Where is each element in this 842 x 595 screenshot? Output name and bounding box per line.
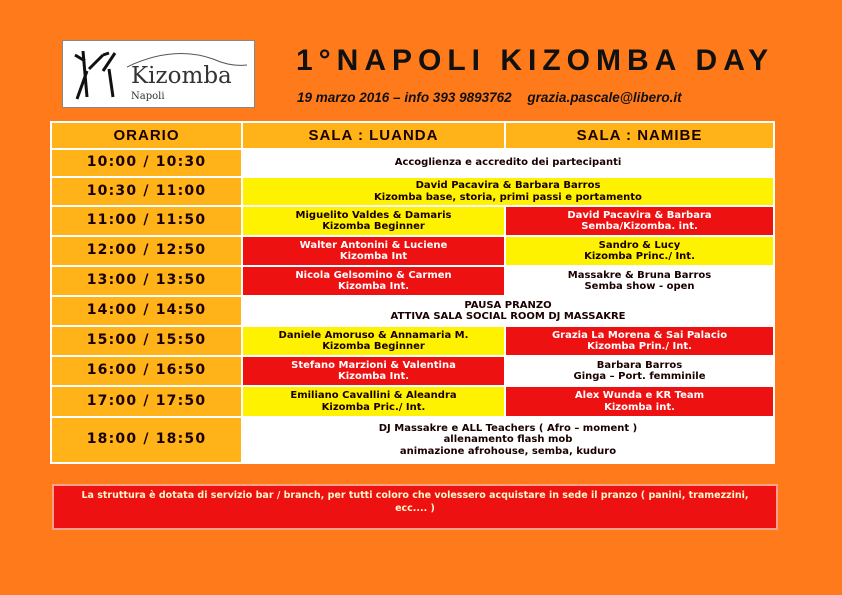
table-row: [51, 236, 774, 266]
session-luanda: [242, 206, 505, 236]
session-line: Semba show - open: [584, 281, 695, 292]
time-slot: 18:00 / 18:50: [51, 417, 242, 463]
session-line: Kizomba Beginner: [322, 221, 425, 232]
table-row: [51, 296, 774, 326]
session-line: Kizomba Int.: [337, 281, 410, 292]
table-row: [51, 417, 774, 463]
session-line: Kizomba Prin./ Int.: [587, 341, 692, 352]
session-line: DJ Massakre e ALL Teachers ( Afro – moment ): [378, 422, 638, 434]
session-namibe: [505, 236, 774, 266]
table-row: [51, 149, 774, 177]
session-line: Massakre & Bruna Barros: [567, 269, 712, 281]
time-slot: 15:00 / 15:50: [51, 326, 242, 356]
session-luanda: [242, 356, 505, 386]
session-line: Alex Wunda e KR Team: [574, 390, 705, 401]
session-line: Ginga – Port. femminile: [573, 371, 706, 382]
page-subtitle: [297, 90, 682, 105]
session-line: Kizomba base, storia, primi passi e portamento: [374, 191, 642, 203]
time-slot: 13:00 / 13:50: [51, 266, 242, 296]
table-row: [51, 206, 774, 236]
time-slot: 11:00 / 11:50: [51, 206, 242, 236]
session-luanda: [242, 386, 505, 417]
info-note: La struttura è dotata di servizio bar / branch, per tutti coloro che volessero acquistare in sede il pranzo ( panini, tramezzini, ecc.... ): [52, 484, 778, 530]
session-namibe: [505, 206, 774, 236]
session-line: ATTIVA SALA SOCIAL ROOM DJ MASSAKRE: [390, 311, 626, 322]
logo-name: Kizomba: [131, 63, 232, 89]
table-row: [51, 177, 774, 206]
session-line: Kizomba Beginner: [322, 341, 425, 352]
date-info: 19 marzo 2016 – info 393 9893762: [297, 90, 512, 105]
session-line: Semba/Kizomba. int.: [581, 221, 698, 232]
table-row: [51, 326, 774, 356]
session-line: Walter Antonini & Luciene: [299, 239, 448, 251]
session-line: David Pacavira & Barbara Barros: [415, 180, 601, 191]
session-line: Sandro & Lucy: [598, 239, 681, 251]
session-line: Barbara Barros: [596, 359, 683, 371]
time-slot: 14:00 / 14:50: [51, 296, 242, 326]
time-slot: 16:00 / 16:50: [51, 356, 242, 386]
session-line: Accoglienza e accredito dei partecipanti: [394, 157, 622, 169]
session-line: allenamento flash mob: [443, 434, 573, 446]
session-line: Daniele Amoruso & Annamaria M.: [278, 329, 469, 341]
session-line: PAUSA PRANZO: [464, 299, 552, 311]
time-slot: 12:00 / 12:50: [51, 236, 242, 266]
session-both-rooms: [242, 177, 774, 206]
session-luanda: [242, 326, 505, 356]
session-line: animazione afrohouse, semba, kuduro: [399, 445, 617, 457]
header-sala-luanda: SALA : LUANDA: [242, 122, 505, 149]
session-both-rooms: [242, 149, 774, 177]
session-line: Nicola Gelsomino & Carmen: [295, 269, 452, 281]
schedule-table: [50, 121, 775, 464]
time-slot: 17:00 / 17:50: [51, 386, 242, 417]
contact-email: grazia.pascale@libero.it: [527, 90, 682, 105]
session-line: Kizomba Pric./ Int.: [321, 401, 426, 413]
time-slot: 10:00 / 10:30: [51, 149, 242, 177]
session-line: David Pacavira & Barbara: [567, 209, 712, 221]
logo-city: Napoli: [131, 91, 165, 102]
table-row: [51, 386, 774, 417]
session-line: Miguelito Valdes & Damaris: [295, 209, 452, 221]
session-namibe: [505, 266, 774, 296]
session-line: Kizomba Int: [339, 251, 408, 262]
session-luanda: [242, 236, 505, 266]
session-line: Kizomba int.: [604, 401, 675, 413]
session-line: Emiliano Cavallini & Aleandra: [290, 390, 457, 401]
session-both-rooms: [242, 417, 774, 463]
session-line: Kizomba Princ./ Int.: [584, 251, 695, 262]
time-slot: 10:30 / 11:00: [51, 177, 242, 206]
session-namibe: [505, 386, 774, 417]
session-luanda: [242, 266, 505, 296]
header-sala-namibe: SALA : NAMIBE: [505, 122, 774, 149]
session-line: Kizomba Int.: [337, 371, 410, 382]
header-orario: ORARIO: [51, 122, 242, 149]
table-row: [51, 356, 774, 386]
kizomba-napoli-logo: [62, 40, 255, 108]
table-header-row: [51, 122, 774, 149]
session-line: Stefano Marzioni & Valentina: [291, 359, 456, 371]
session-both-rooms: [242, 296, 774, 326]
session-namibe: [505, 356, 774, 386]
session-line: Grazia La Morena & Sai Palacio: [551, 329, 728, 341]
session-namibe: [505, 326, 774, 356]
page-title: 1°NAPOLI KIZOMBA DAY: [296, 44, 775, 77]
table-row: [51, 266, 774, 296]
